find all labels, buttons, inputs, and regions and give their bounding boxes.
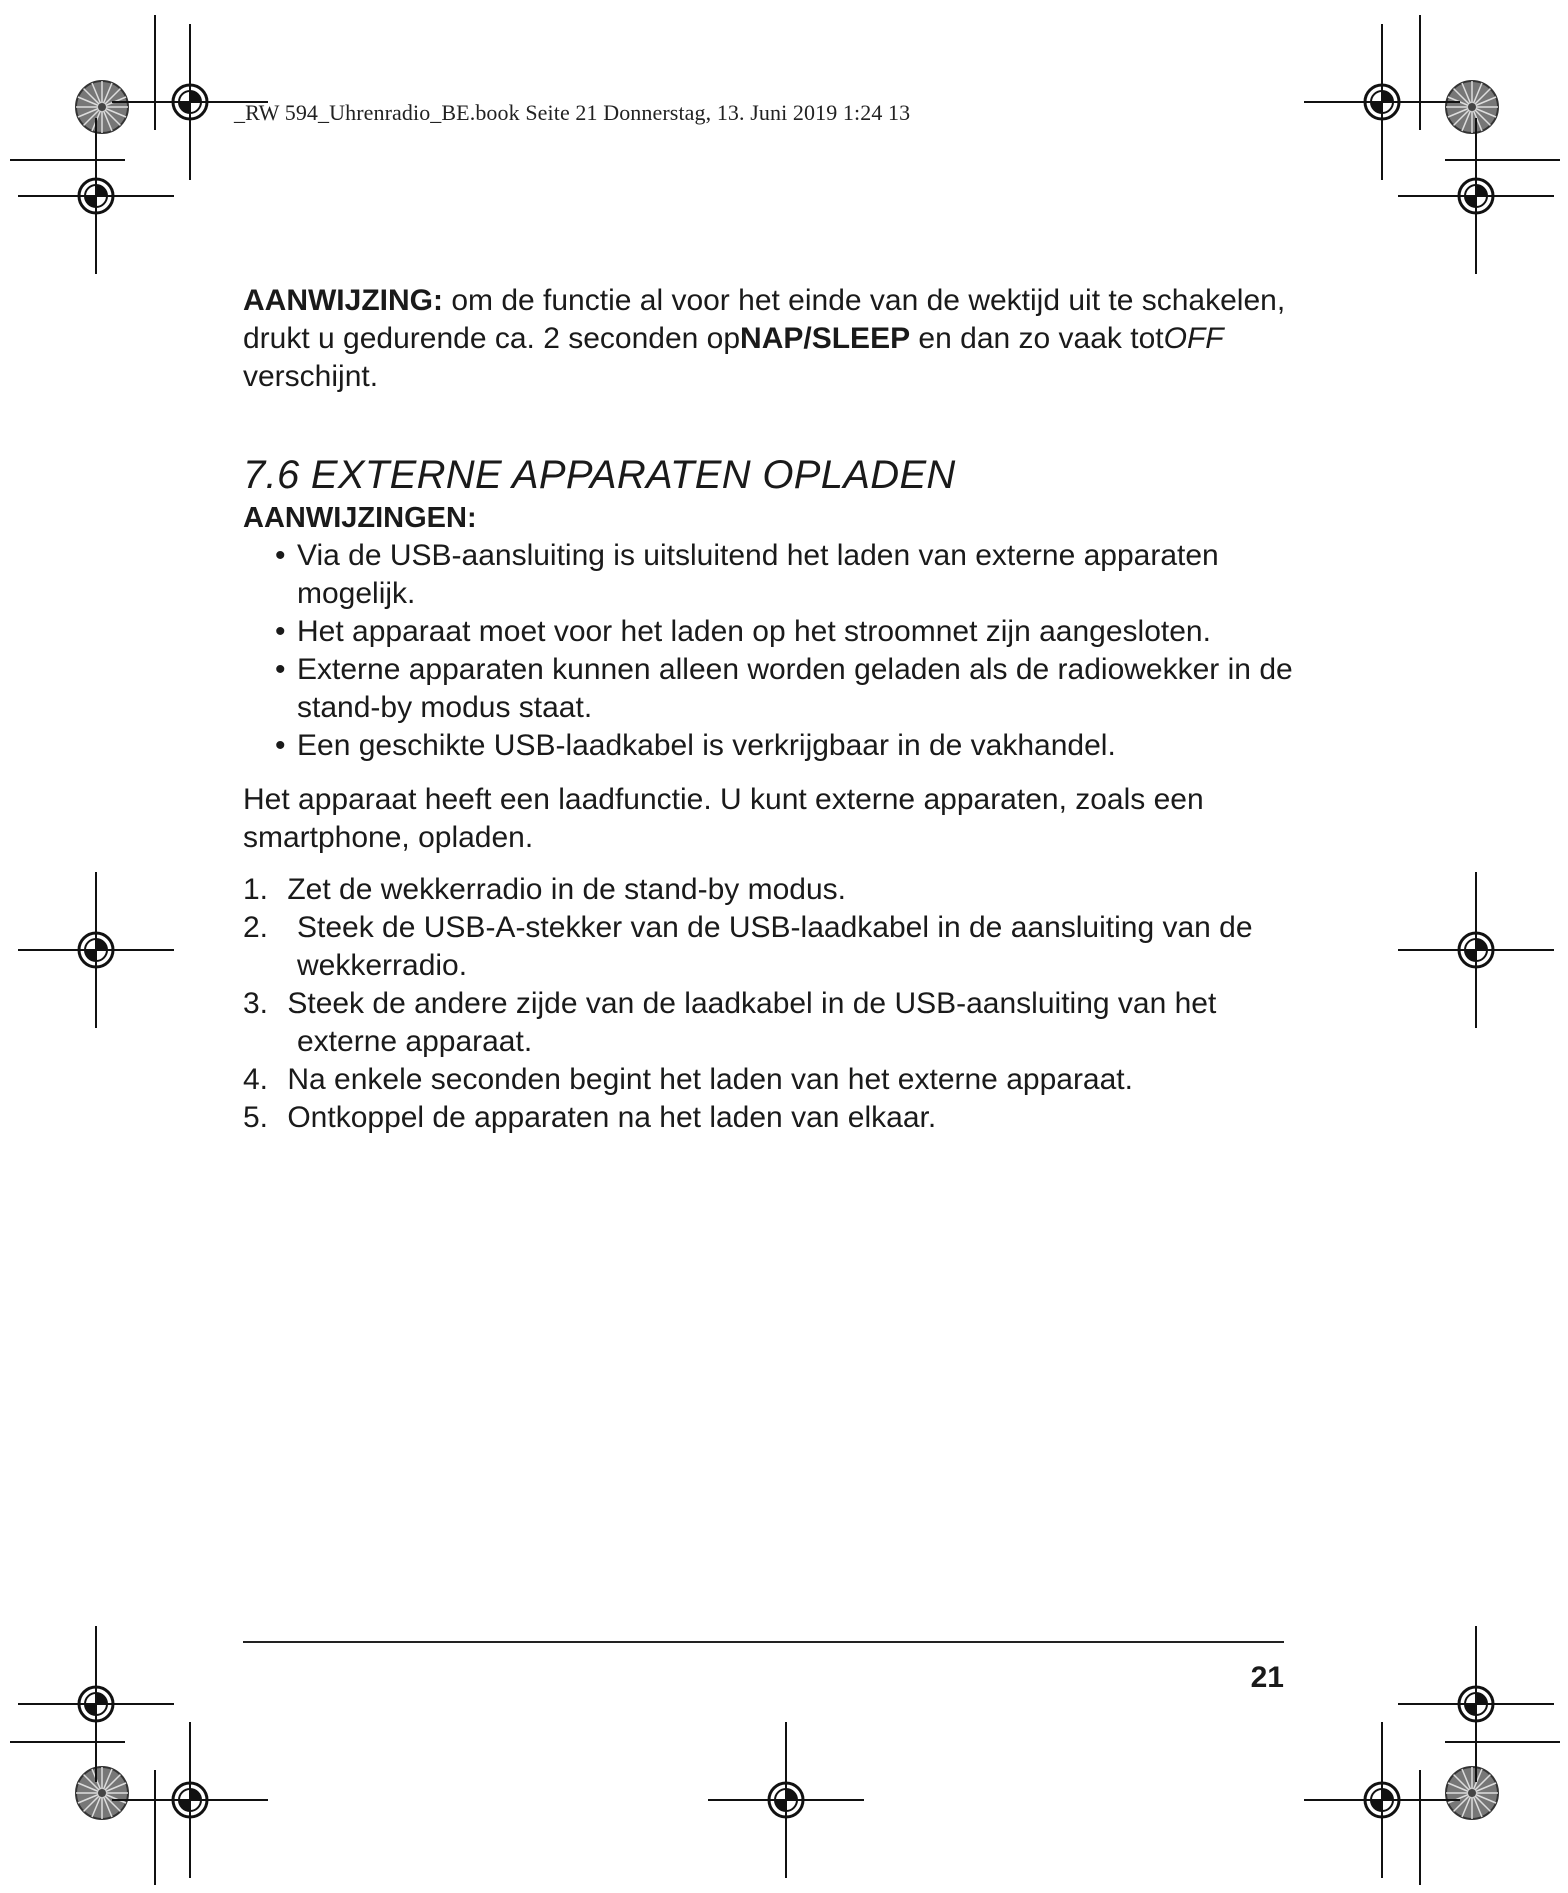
notes-heading: AANWIJZINGEN: [243,502,477,534]
step-text: Zet de wekkerradio in de stand-by modus. [287,873,846,906]
step-item [243,871,1293,909]
step-number: 3. [243,987,269,1020]
step-number: 2. [243,911,269,944]
step-item [243,909,1293,985]
footer-divider [243,1641,1284,1643]
page-number: 21 [1250,1661,1284,1694]
step-item [243,985,1293,1061]
step-text: Ontkoppel de apparaten na het laden van elkaar. [287,1101,937,1134]
notes-list-item: • Via de USB-aansluiting is uitsluitend het laden van externe apparaten mogelijk. [243,537,1293,613]
step-text: Steek de USB-A-stekker van de USB-laadkabel in de aansluiting van de wekkerradio. [297,911,1253,982]
step-item [243,1099,1293,1137]
notes-list-item: • Een geschikte USB-laadkabel is verkrijgbaar in de vakhandel. [243,727,1293,765]
step-number: 5. [243,1101,269,1134]
book-file-header: _RW 594_Uhrenradio_BE.book Seite 21 Donnerstag, 13. Juni 2019 1:24 13 [234,100,911,125]
note-paragraph [243,282,1293,396]
step-number: 4. [243,1063,269,1096]
page-content [243,282,1293,1137]
notes-list-item: • Externe apparaten kunnen alleen worden geladen als de radiowekker in de stand-by modus staat. [243,651,1293,727]
step-number: 1. [243,873,269,906]
note-lead: AANWIJZING: [243,284,443,317]
note-text-2: en dan zo vaak tot [910,322,1164,355]
note-display-text: OFF [1163,322,1224,355]
note-text-3: verschijnt. [243,360,379,393]
section-title: 7.6 EXTERNE APPARATEN OPLADEN [243,453,956,497]
notes-list [243,537,1293,765]
steps-list [243,871,1293,1137]
note-text-1: om de functie al voor het einde van de wektijd uit te schakelen, drukt u gedurende ca. 2 seconden op [243,284,1286,355]
step-text: Steek de andere zijde van de laadkabel in de USB-aansluiting van het externe apparaat. [287,987,1217,1058]
step-text: Na enkele seconden begint het laden van het externe apparaat. [287,1063,1133,1096]
intro-paragraph: Het apparaat heeft een laadfunctie. U kunt externe apparaten, zoals een smartphone, opladen. [243,783,1204,854]
notes-list-item: • Het apparaat moet voor het laden op het stroomnet zijn aangesloten. [243,613,1293,651]
note-key-label: NAP/SLEEP [740,322,911,355]
step-item [243,1061,1293,1099]
